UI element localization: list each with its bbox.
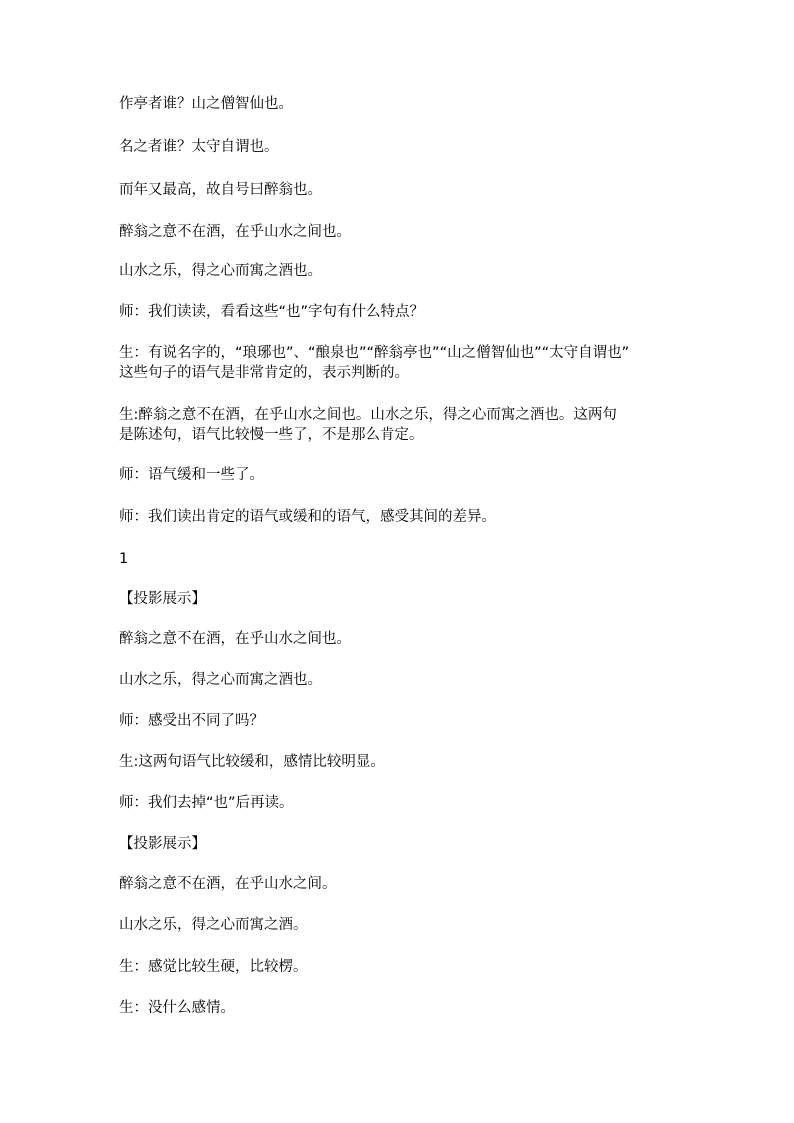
text-paragraph: 生:这两句语气比较缓和，感情比较明显。 bbox=[119, 754, 385, 770]
text-paragraph: 山水之乐，得之心而寓之酒也。 bbox=[119, 672, 322, 688]
text-paragraph: 作亭者谁？山之僧智仙也。 bbox=[119, 96, 293, 112]
text-paragraph: 醉翁之意不在酒，在乎山水之间。 bbox=[119, 876, 337, 892]
section-heading: 【投影展示】 bbox=[119, 836, 206, 852]
text-paragraph: 师：我们去掉“也”后再读。 bbox=[119, 795, 294, 811]
text-paragraph: 生：没什么感情。 bbox=[119, 1000, 235, 1016]
text-paragraph: 山水之乐，得之心而寓之酒也。 bbox=[119, 263, 322, 279]
text-paragraph: 师：我们读读，看看这些“也”字句有什么特点？ bbox=[119, 304, 425, 320]
text-paragraph: 生：感觉比较生硬，比较楞。 bbox=[119, 959, 308, 975]
text-paragraph: 师：我们读出肯定的语气或缓和的语气，感受其间的差异。 bbox=[119, 509, 496, 525]
section-heading: 【投影展示】 bbox=[119, 591, 206, 607]
page-number: 1 bbox=[119, 551, 129, 567]
text-paragraph: 醉翁之意不在酒，在乎山水之间也。 bbox=[119, 631, 351, 647]
text-paragraph: 山水之乐，得之心而寓之酒。 bbox=[119, 917, 308, 933]
text-paragraph: 名之者谁？太守自谓也。 bbox=[119, 139, 279, 155]
text-paragraph: 师：感受出不同了吗？ bbox=[119, 713, 264, 729]
text-paragraph: 生：有说名字的，“琅琊也”、“酿泉也”“醉翁亭也”“山之僧智仙也”“太守自谓也” 这些句子的语气是非常肯定的，表示判断的。 bbox=[119, 345, 630, 381]
text-paragraph: 生:醉翁之意不在酒，在乎山水之间也。山水之乐，得之心而寓之酒也。这两句 是陈述句，语气比较慢一些了，不是那么肯定。 bbox=[119, 407, 617, 443]
text-paragraph: 师：语气缓和一些了。 bbox=[119, 467, 264, 483]
text-paragraph: 醉翁之意不在酒，在乎山水之间也。 bbox=[119, 224, 351, 240]
text-paragraph: 而年又最高，故自号曰醉翁也。 bbox=[119, 182, 322, 198]
